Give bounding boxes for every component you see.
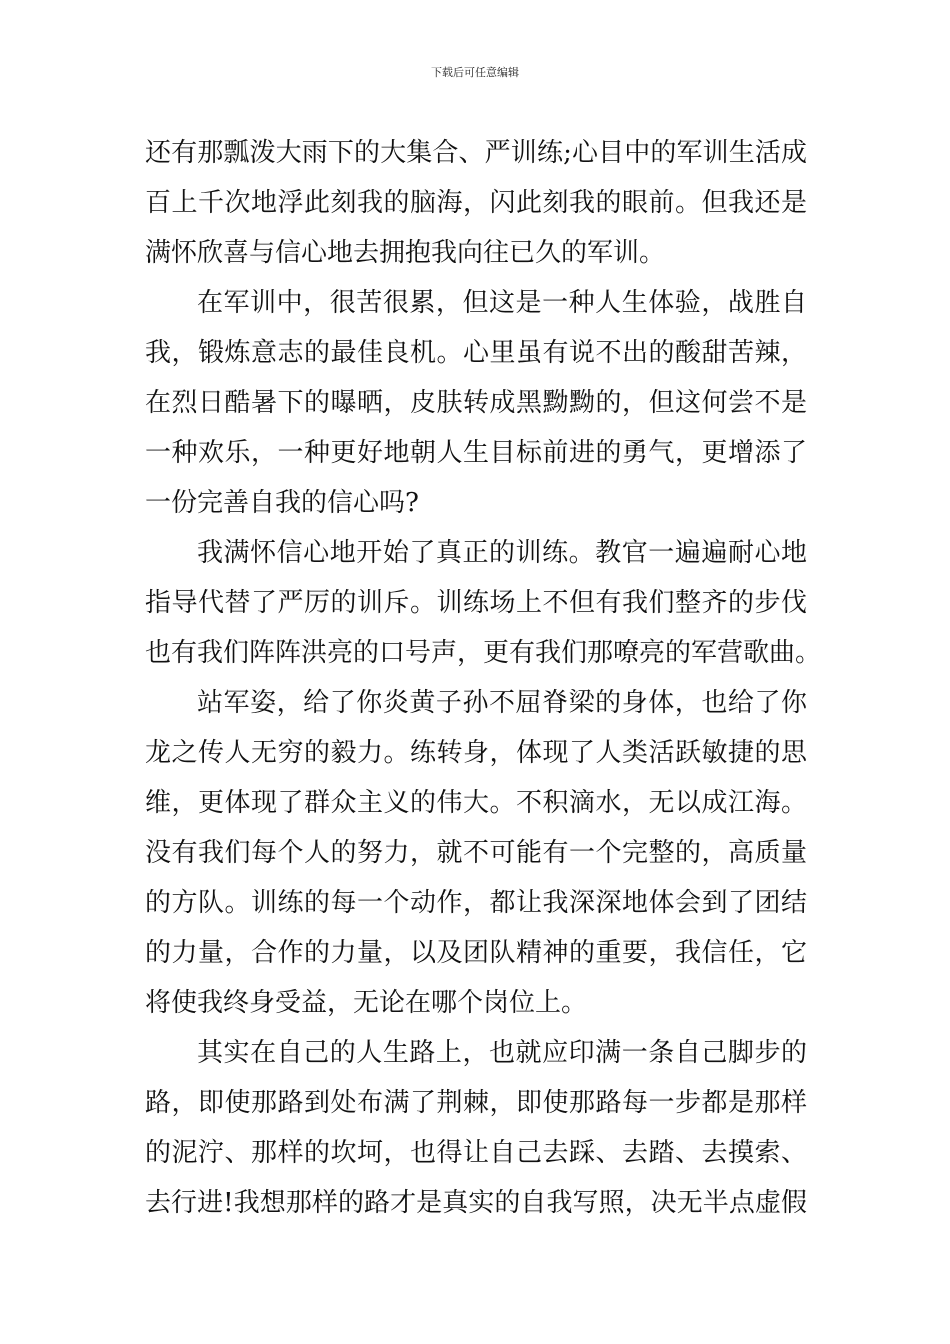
document-body bbox=[145, 128, 822, 1228]
text-line: 我满怀信心地开始了真正的训练。教官一遍遍耐心地 bbox=[197, 538, 807, 568]
text-line: 一份完善自我的信心吗? bbox=[145, 488, 419, 518]
text-line: 我，锻炼意志的最佳良机。心里虽有说不出的酸甜苦辣， bbox=[145, 338, 807, 368]
text-line: 的力量，合作的力量，以及团队精神的重要，我信任，它 bbox=[145, 938, 807, 968]
text-line: 的泥泞、那样的坎坷，也得让自己去踩、去踏、去摸索、 bbox=[145, 1138, 807, 1168]
text-line: 百上千次地浮此刻我的脑海，闪此刻我的眼前。但我还是 bbox=[145, 188, 807, 218]
text-line: 没有我们每个人的努力，就不可能有一个完整的，高质量 bbox=[145, 838, 807, 868]
text-line: 还有那瓢泼大雨下的大集合、严训练;心目中的军训生活成 bbox=[145, 138, 807, 168]
text-line: 在军训中，很苦很累，但这是一种人生体验，战胜自 bbox=[197, 288, 807, 318]
text-line: 也有我们阵阵洪亮的口号声，更有我们那嘹亮的军营歌曲。 bbox=[145, 638, 822, 668]
text-line: 的方队。训练的每一个动作，都让我深深地体会到了团结 bbox=[145, 888, 807, 918]
text-line: 其实在自己的人生路上，也就应印满一条自己脚步的 bbox=[197, 1038, 807, 1068]
text-line: 将使我终身受益，无论在哪个岗位上。 bbox=[145, 988, 588, 1018]
text-line: 指导代替了严厉的训斥。训练场上不但有我们整齐的步伐 bbox=[145, 588, 807, 618]
text-line: 路，即使那路到处布满了荆棘，即使那路每一步都是那样 bbox=[145, 1088, 807, 1118]
text-line: 在烈日酷暑下的曝晒，皮肤转成黑黝黝的，但这何尝不是 bbox=[145, 388, 807, 418]
text-line: 站军姿，给了你炎黄子孙不屈脊梁的身体，也给了你 bbox=[197, 688, 807, 718]
text-line: 去行进!我想那样的路才是真实的自我写照，决无半点虚假 bbox=[145, 1188, 807, 1218]
text-line: 满怀欣喜与信心地去拥抱我向往已久的军训。 bbox=[145, 238, 666, 268]
page-header: 下载后可任意编辑 bbox=[431, 66, 519, 79]
text-line: 维，更体现了群众主义的伟大。不积滴水，无以成江海。 bbox=[145, 788, 807, 818]
text-line: 一种欢乐，一种更好地朝人生目标前进的勇气，更增添了 bbox=[145, 438, 807, 468]
text-line: 龙之传人无穷的毅力。练转身，体现了人类活跃敏捷的思 bbox=[145, 738, 807, 768]
